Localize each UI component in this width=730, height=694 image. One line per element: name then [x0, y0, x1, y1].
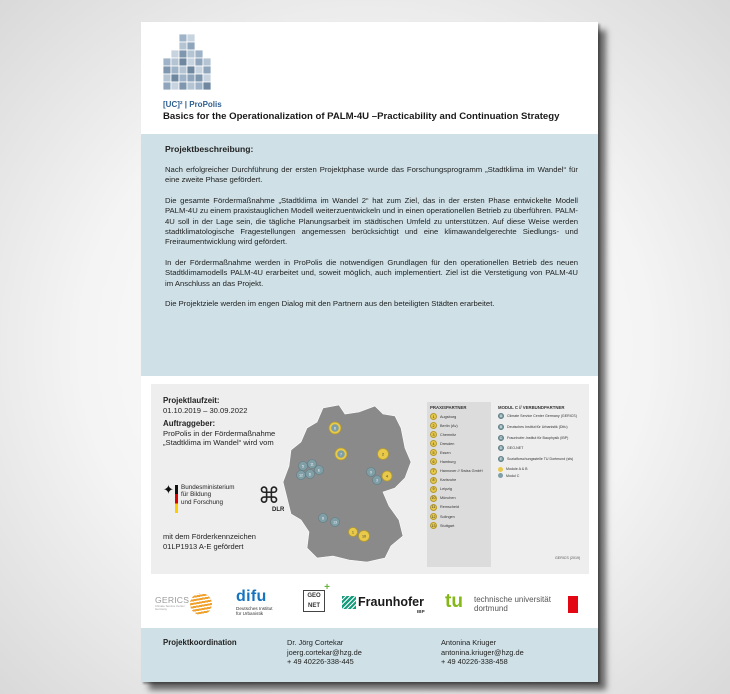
gerics-name: GERICS: [155, 595, 190, 605]
marker-4: [382, 471, 392, 481]
gerics-logo: [155, 595, 189, 612]
bmbf-line: und Forschung: [181, 498, 224, 506]
difu-name: difu: [236, 588, 267, 605]
tu-name: technische universität: [474, 595, 551, 604]
tu-mark: tu: [445, 591, 463, 612]
svg-text:13: 13: [333, 520, 337, 525]
project-description: [141, 134, 598, 376]
description-paragraph: Nach erfolgreicher Durchführung der ersten Projektphase wurde das Forschungsprogramm „Stadtklima im Wandel“ für eine zweite Phase gefördert.: [165, 165, 578, 185]
svg-text:10: 10: [362, 534, 366, 539]
project-info-panel: [151, 384, 589, 574]
poster-title: Basics for the Operationalization of PALM-4U –Practicability and Continuation Strategy: [163, 111, 560, 122]
marker-2: [378, 449, 389, 460]
marker-10: [359, 531, 370, 542]
marker-1: [349, 528, 358, 537]
marker-8: [319, 514, 328, 523]
list-item: 7 Hannover // Swiss GmbH: [430, 468, 488, 475]
svg-text:8: 8: [322, 516, 324, 521]
client-line: „Stadtklima im Wandel“ wird vom: [163, 438, 274, 448]
list-item: 13 Stuttgart: [431, 523, 455, 528]
legend-entry: Module A & B: [506, 467, 528, 472]
svg-text:11: 11: [310, 462, 314, 467]
list-item: E Sozialforschungsstelle TU Dortmund (sfs): [499, 457, 574, 462]
sfs-logo-icon: [568, 596, 578, 613]
svg-text:D: D: [308, 472, 312, 477]
list-item: B Deutsches Institut für Urbanistik (Difu): [499, 424, 568, 429]
marker-13: [331, 518, 340, 527]
bmbf-logo: [163, 483, 258, 517]
list-item: 8 Karlsruhe: [430, 477, 488, 484]
dlr-label: DLR: [272, 507, 285, 513]
german-flag-icon: [175, 485, 178, 513]
funding-line: mit dem Förderkennzeichen: [163, 532, 256, 541]
list-item: D GEO-NET: [499, 446, 524, 451]
contact-phone: + 49 40226-338-445: [287, 657, 354, 667]
marker-6: [329, 422, 341, 434]
contact-kriuger: [441, 638, 524, 667]
contact-email: antonina.kriuger@hzg.de: [441, 647, 524, 657]
project-coordination: [141, 628, 598, 682]
bmbf-line: Bundesministerium: [181, 484, 235, 491]
list-item: 9 Leipzig: [430, 486, 488, 493]
list-item: 3 Chemnitz: [430, 431, 488, 438]
contact-email: joerg.cortekar@hzg.de: [287, 647, 362, 657]
gerics-disc-icon: [190, 593, 212, 615]
list-item: 4 Dresden: [430, 440, 488, 447]
fraunhofer-sub: IBP: [417, 609, 425, 614]
description-paragraph: Die Projektziele werden im engen Dialog mit den Partnern aus den beteiligten Städten erarbeitet.: [165, 299, 495, 309]
svg-text:9: 9: [370, 470, 372, 475]
marker-9: [367, 468, 376, 477]
client-line: ProPolis in der Fördermaßnahme: [163, 428, 276, 438]
marker-E: [315, 466, 324, 475]
partner-logos: [141, 575, 598, 628]
dlr-symbol-icon: ⌘: [258, 483, 280, 508]
svg-text:7: 7: [339, 452, 343, 457]
geonet-logo: [303, 582, 330, 612]
coordination-label: Projektkoordination: [163, 638, 237, 647]
geonet-bottom: NET: [308, 603, 320, 609]
svg-text:3: 3: [376, 478, 378, 483]
eagle-icon: ✦: [163, 482, 174, 497]
module-partners-list: [495, 402, 585, 483]
list-item: 6 Hamburg: [430, 458, 488, 465]
plus-icon: +: [324, 582, 330, 593]
tu-name: dortmund: [474, 604, 508, 613]
gerics-sub: Climate Service Center: [155, 604, 185, 608]
list-item: 5 Essen: [430, 449, 488, 456]
difu-logo: [236, 588, 273, 616]
svg-text:2: 2: [381, 452, 385, 457]
difu-sub: für Urbanistik: [236, 611, 264, 617]
list-item: 10 München: [431, 496, 456, 501]
legend-entry: Modul C: [506, 473, 520, 478]
description-heading: Projektbeschreibung:: [165, 144, 254, 154]
poster-page: [141, 22, 598, 682]
contact-name: Dr. Jörg Cortekar: [287, 638, 344, 647]
svg-text:4: 4: [386, 474, 388, 479]
fraunhofer-mark-icon: [342, 596, 356, 609]
map-credit: GERICS (2019): [555, 556, 581, 560]
description-paragraph: In der Fördermaßnahme werden in ProPolis die notwendigen Grundlagen für den operationellen Betrieb des neuen Stadtklimamodells PALM-4U erarbeitet und, soweit möglich, auch implementiert. Ziel ist die Verstetigung von PALM-4U im Anschluss an das Projekt.: [165, 257, 578, 288]
module-heading: MODUL C // VERBUNDPARTNER: [498, 405, 565, 410]
logo-text: [UC]² | ProPolis: [163, 100, 222, 109]
client-label: Auftraggeber:: [163, 419, 216, 429]
list-item: 1 Augsburg: [430, 413, 488, 420]
city-blocks-logo: [157, 30, 219, 98]
svg-text:5: 5: [302, 464, 304, 469]
svg-text:E: E: [317, 468, 321, 473]
marker-3: [373, 476, 382, 485]
map-legend: [498, 467, 582, 479]
geonet-top: GEO: [307, 593, 321, 599]
difu-sub: Deutsches Institut: [236, 606, 273, 611]
list-item: C Fraunhofer-Institut für Bauphysik (IBP): [499, 435, 569, 440]
svg-text:12: 12: [299, 473, 303, 478]
contact-cortekar: [287, 638, 362, 667]
marker-5: [299, 462, 308, 471]
svg-text:1: 1: [352, 530, 354, 535]
marker-12: [297, 471, 306, 480]
marker-7: [335, 448, 347, 460]
runtime-value: 01.10.2019 – 30.09.2022: [163, 405, 248, 415]
practice-partners-list: [427, 402, 491, 567]
list-item: 11 Remscheid: [431, 505, 459, 510]
funding-line: 01LP1913 A-E gefördert: [163, 542, 244, 551]
bmbf-line: für Bildung: [181, 491, 212, 499]
list-item: 2 Berlin (Av): [430, 422, 488, 429]
poster-header: [141, 22, 598, 122]
list-item: A Climate Service Center Germany (GERICS): [499, 414, 577, 418]
runtime-label: Projektlaufzeit:: [163, 396, 220, 405]
contact-name: Antonina Kriuger: [441, 638, 497, 647]
marker-D: [306, 470, 315, 479]
contact-phone: + 49 40226-338-458: [441, 657, 508, 667]
fraunhofer-name: Fraunhofer: [358, 595, 424, 609]
description-paragraph: Die gesamte Fördermaßnahme „Stadtklima im Wandel 2“ hat zum Ziel, das in der ersten Phase entwickelte Modell PALM-4U zu einem praxistauglichen Modell weiterzuentwickeln und in einen operationellen Betrieb zu überführen. PALM-4U soll in der Lage sein, die tägliche Planungsarbeit im städtischen Umfeld zu unterstützen. Auf diese Weise werden stadtklimatologische Fragestellungen angemessen berücksichtigt und eine klimawandelgerechte Siedlungs- und Freiraumentwicklung wird gefördert.: [165, 195, 578, 247]
list-item: 12 Solingen: [431, 514, 455, 519]
germany-outline: [283, 405, 411, 562]
partners-heading: PRAXISPARTNER: [430, 405, 467, 410]
funding-block: [163, 532, 256, 552]
gerics-sub: Germany: [155, 607, 167, 612]
svg-text:6: 6: [333, 426, 337, 431]
germany-map: [279, 402, 417, 565]
